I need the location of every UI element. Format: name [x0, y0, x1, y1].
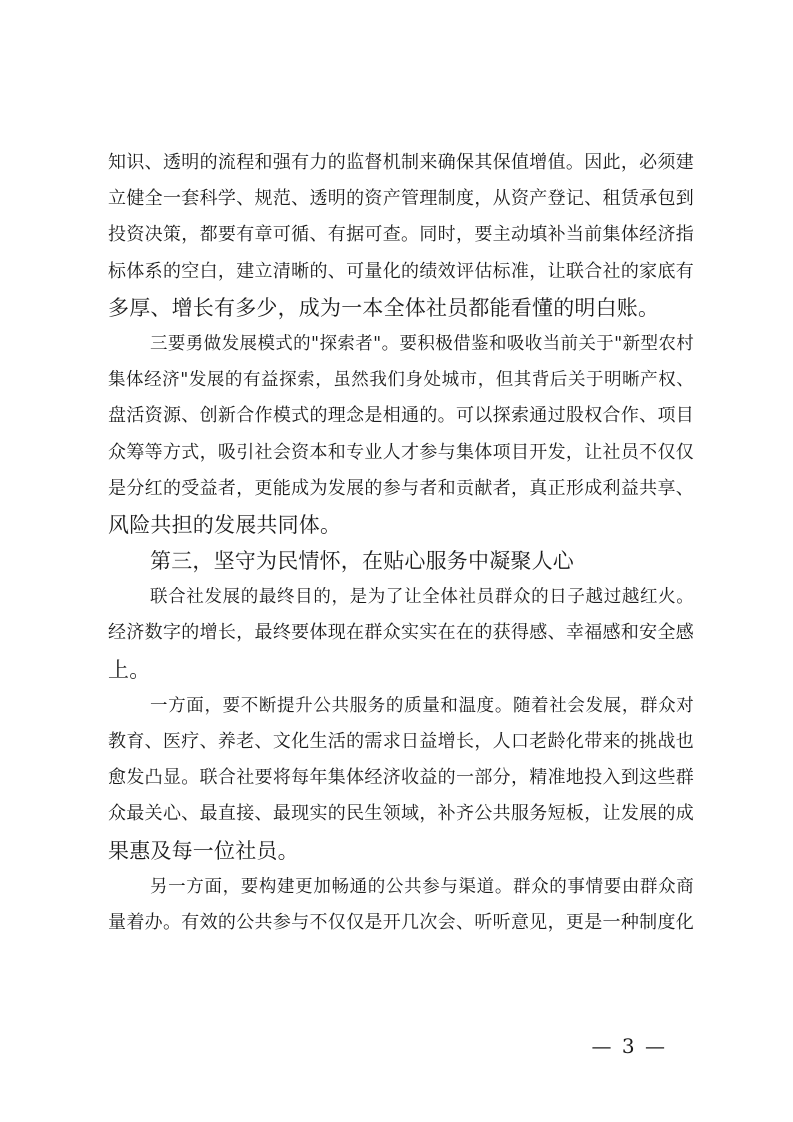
body-text — [108, 145, 694, 941]
text-line: 经济数字的增长，最终要体现在群众实实在在的获得感、幸福感和安全感 — [108, 622, 694, 644]
text-line: 集体经济"发展的有益探索，虽然我们身处城市，但其背后关于明晰产权、 — [108, 370, 694, 391]
text-line: 投资决策，都要有章可循、有据可查。同时，要主动填补当前集体经济指 — [108, 224, 694, 246]
text-line: 风险共担的发展共同体。 — [108, 512, 342, 537]
page-number: — 3 — — [591, 1034, 667, 1058]
text-line: 量着办。有效的公共参与不仅仅是开几次会、听听意见，更是一种制度化 — [108, 911, 694, 933]
text-line: 知识、透明的流程和强有力的监督机制来确保其保值增值。因此，必须建 — [108, 152, 694, 173]
text-line: 一方面，要不断提升公共服务的质量和温度。随着社会发展，群众对 — [150, 695, 694, 716]
text-line: 三要勇做发展模式的"探索者"。要积极借鉴和吸收当前关于"新型农村 — [150, 333, 694, 354]
text-line: 联合社发展的最终目的，是为了让全体社员群众的日子越过越红火。 — [150, 587, 694, 608]
text-line: 第三，坚守为民情怀，在贴心服务中凝聚人心 — [150, 549, 574, 574]
text-line: 愈发凸显。联合社要将每年集体经济收益的一部分，精准地投入到这些群 — [108, 767, 694, 789]
text-line: 多厚、增长有多少，成为一本全体社员都能看懂的明白账。 — [108, 295, 660, 320]
text-line: 是分红的受益者，更能成为发展的参与者和贡献者，真正形成利益共享、 — [108, 477, 694, 499]
text-line: 上。 — [108, 657, 151, 682]
text-line: 果惠及每一位社员。 — [108, 838, 299, 863]
text-line: 众筹等方式，吸引社会资本和专业人才参与集体项目开发，让社员不仅仅 — [108, 441, 694, 463]
text-line: 另一方面，要构建更加畅通的公共参与渠道。群众的事情要由群众商 — [150, 876, 694, 897]
text-line: 立健全一套科学、规范、透明的资产管理制度，从资产登记、租赁承包到 — [108, 188, 694, 210]
text-line: 众最关心、最直接、最现实的民生领域，补齐公共服务短板，让发展的成 — [108, 803, 694, 825]
text-line: 标体系的空白，建立清晰的、可量化的绩效评估标准，让联合社的家底有 — [108, 260, 694, 282]
text-line: 教育、医疗、养老、文化生活的需求日益增长，人口老龄化带来的挑战也 — [108, 731, 694, 752]
text-line: 盘活资源、创新合作模式的理念是相通的。可以探索通过股权合作、项目 — [108, 405, 694, 427]
